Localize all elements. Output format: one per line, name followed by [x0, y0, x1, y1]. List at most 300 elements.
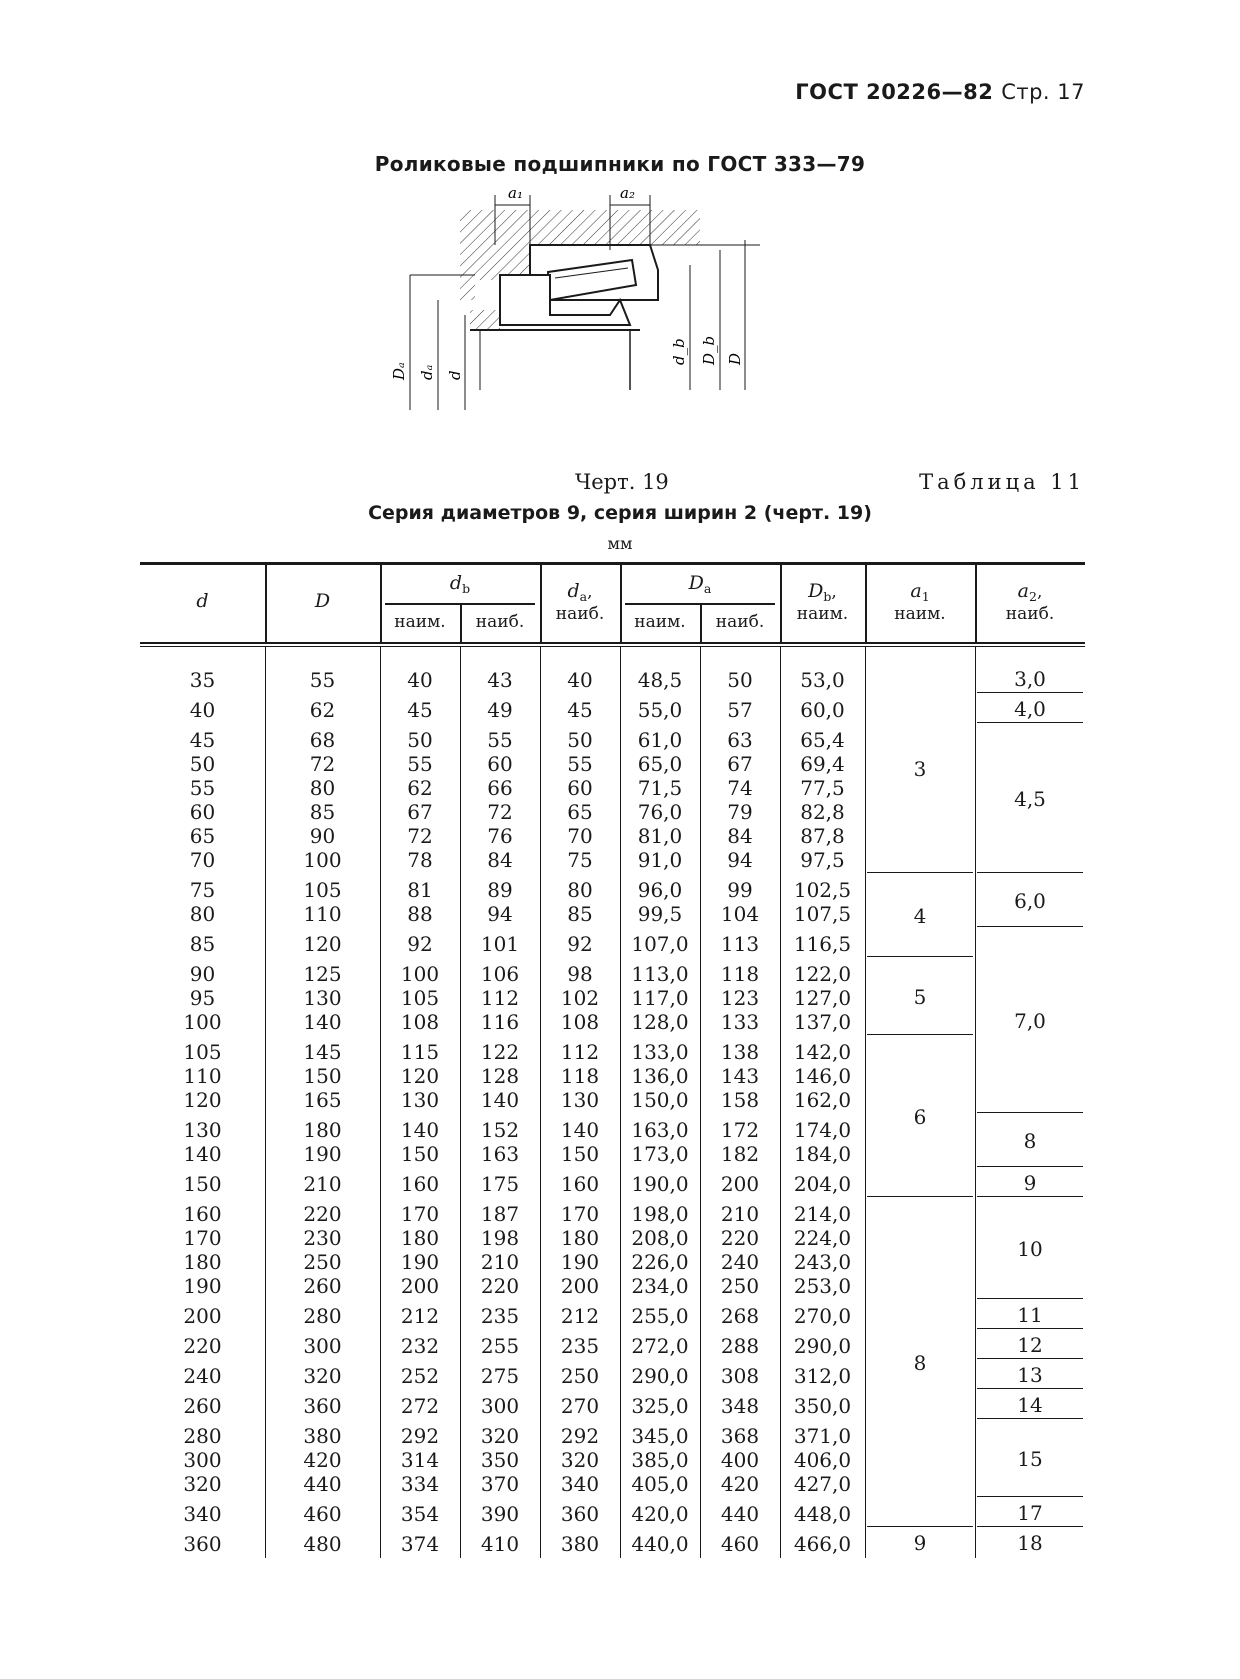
- cell-da: 85: [567, 902, 593, 926]
- cell-a2: 8: [1023, 1129, 1037, 1153]
- cell-db-max: 410: [480, 1532, 520, 1556]
- cell-Db: 162,0: [793, 1088, 852, 1112]
- cell-db-min: 67: [407, 800, 433, 824]
- cell-Da-min: 113,0: [631, 962, 689, 986]
- cell-Da-min: 71,5: [637, 776, 683, 800]
- cell-Db: 204,0: [793, 1172, 852, 1196]
- cell-da: 380: [560, 1532, 600, 1556]
- body-separator: [265, 647, 266, 1558]
- a2-group-rule: [977, 1388, 1083, 1389]
- cell-Db: 224,0: [793, 1226, 852, 1250]
- cell-db-max: 66: [487, 776, 513, 800]
- cell-db-min: 92: [407, 932, 433, 956]
- cell-db-max: 116: [480, 1010, 520, 1034]
- col-header-Da: $D_a$: [688, 572, 712, 596]
- cell-d: 55: [189, 776, 216, 800]
- cell-Da-max: 123: [720, 986, 760, 1010]
- cell-D: 72: [309, 752, 336, 776]
- cell-Da-min: 173,0: [631, 1142, 689, 1166]
- cell-Db: 60,0: [800, 698, 845, 722]
- figure-caption: Черт. 19: [575, 470, 669, 494]
- cell-db-min: 108: [400, 1010, 440, 1034]
- cell-D: 140: [303, 1010, 342, 1034]
- cell-D: 85: [309, 800, 336, 824]
- cell-db-min: 160: [400, 1172, 440, 1196]
- cell-db-max: 43: [487, 668, 513, 692]
- cell-d: 70: [189, 848, 216, 872]
- a2-group-rule: [977, 1328, 1083, 1329]
- cell-da: 92: [567, 932, 593, 956]
- cell-db-max: 275: [480, 1364, 520, 1388]
- cell-db-min: 272: [400, 1394, 440, 1418]
- cell-Da-max: 63: [727, 728, 753, 752]
- cell-db-max: 106: [480, 962, 520, 986]
- cell-db-max: 320: [480, 1424, 520, 1448]
- cell-db-min: 212: [400, 1304, 440, 1328]
- cell-db-min: 232: [400, 1334, 440, 1358]
- cell-Da-min: 55,0: [637, 698, 683, 722]
- cell-Db: 312,0: [793, 1364, 852, 1388]
- col-header-Da-min: наим.: [634, 612, 686, 632]
- cell-d: 90: [189, 962, 216, 986]
- cell-Da-min: 163,0: [631, 1118, 689, 1142]
- cell-db-max: 163: [480, 1142, 520, 1166]
- cell-Db: 184,0: [793, 1142, 852, 1166]
- header-bottom-rule-2: [140, 646, 1085, 647]
- a1-group-rule: [867, 1034, 973, 1035]
- a2-group-rule: [977, 1196, 1083, 1197]
- cell-Db: 122,0: [793, 962, 852, 986]
- cell-da: 75: [567, 848, 593, 872]
- cell-D: 100: [303, 848, 342, 872]
- cell-da: 55: [567, 752, 593, 776]
- cell-da: 45: [567, 698, 593, 722]
- cell-d: 45: [189, 728, 216, 752]
- cell-d: 180: [183, 1250, 222, 1274]
- cell-db-min: 62: [407, 776, 433, 800]
- cell-Db: 69,4: [800, 752, 845, 776]
- cell-d: 75: [189, 878, 216, 902]
- cell-Da-min: 61,0: [637, 728, 683, 752]
- cell-db-min: 314: [400, 1448, 440, 1472]
- col-header-d: d: [196, 590, 209, 612]
- cell-db-min: 170: [400, 1202, 440, 1226]
- a2-group-rule: [977, 1166, 1083, 1167]
- cell-D: 260: [303, 1274, 342, 1298]
- cell-a2: 3,0: [1014, 667, 1046, 691]
- cell-db-min: 190: [400, 1250, 440, 1274]
- label-db: d_b: [670, 338, 688, 365]
- cell-Db: 270,0: [793, 1304, 852, 1328]
- cell-Db: 87,8: [800, 824, 845, 848]
- cell-Da-min: 99,5: [637, 902, 683, 926]
- label-Da: Dₐ: [390, 362, 408, 380]
- cell-db-min: 88: [407, 902, 433, 926]
- cell-db-min: 334: [400, 1472, 440, 1496]
- a1-group-rule: [867, 872, 973, 873]
- cell-Da-max: 308: [720, 1364, 760, 1388]
- cell-Da-max: 94: [727, 848, 753, 872]
- body-separator: [865, 647, 866, 1558]
- cell-Db: 142,0: [793, 1040, 852, 1064]
- cell-Da-max: 79: [727, 800, 753, 824]
- cell-D: 90: [309, 824, 336, 848]
- cell-db-min: 81: [407, 878, 433, 902]
- cell-D: 440: [303, 1472, 342, 1496]
- cell-D: 480: [303, 1532, 342, 1556]
- cell-Da-min: 198,0: [631, 1202, 689, 1226]
- cell-db-min: 140: [400, 1118, 440, 1142]
- a1-group-rule: [867, 1196, 973, 1197]
- cell-db-max: 49: [487, 698, 513, 722]
- col-header-da: $d_a$, наиб.: [555, 580, 605, 624]
- cell-Da-max: 133: [720, 1010, 760, 1034]
- cell-db-max: 94: [487, 902, 513, 926]
- cell-Db: 371,0: [793, 1424, 852, 1448]
- cell-D: 80: [309, 776, 336, 800]
- cell-Da-max: 138: [720, 1040, 760, 1064]
- cell-Da-min: 133,0: [631, 1040, 689, 1064]
- cell-Da-max: 250: [720, 1274, 760, 1298]
- cell-db-max: 60: [487, 752, 513, 776]
- cell-D: 165: [303, 1088, 342, 1112]
- cell-db-min: 180: [400, 1226, 440, 1250]
- cell-d: 300: [183, 1448, 222, 1472]
- cell-D: 62: [309, 698, 336, 722]
- cell-Db: 448,0: [793, 1502, 852, 1526]
- cell-a1: 3: [913, 757, 927, 781]
- cell-D: 460: [303, 1502, 342, 1526]
- cell-D: 130: [303, 986, 342, 1010]
- cell-Db: 82,8: [800, 800, 845, 824]
- cell-Da-max: 268: [720, 1304, 760, 1328]
- cell-db-max: 198: [480, 1226, 520, 1250]
- col-header-a1: $a_1$ наим.: [894, 580, 946, 624]
- cell-db-max: 101: [480, 932, 520, 956]
- cell-d: 85: [189, 932, 216, 956]
- cell-d: 170: [183, 1226, 222, 1250]
- cell-Db: 97,5: [800, 848, 845, 872]
- cell-d: 340: [183, 1502, 222, 1526]
- cell-Db: 146,0: [793, 1064, 852, 1088]
- body-separator: [975, 647, 976, 1558]
- cell-db-max: 112: [480, 986, 520, 1010]
- cell-Da-min: 345,0: [631, 1424, 689, 1448]
- a2-group-rule: [977, 1298, 1083, 1299]
- cell-Da-min: 96,0: [637, 878, 683, 902]
- table-name: Таблица 11: [919, 470, 1085, 494]
- cell-da: 70: [567, 824, 593, 848]
- cell-d: 80: [189, 902, 216, 926]
- cell-Da-max: 84: [727, 824, 753, 848]
- cell-a2: 12: [1017, 1333, 1043, 1357]
- cell-D: 55: [309, 668, 336, 692]
- cell-D: 180: [303, 1118, 342, 1142]
- cell-a2: 17: [1017, 1501, 1043, 1525]
- shaft-section: [470, 310, 500, 330]
- cell-da: 130: [560, 1088, 600, 1112]
- cell-d: 260: [183, 1394, 222, 1418]
- cell-a1: 4: [913, 904, 927, 928]
- cell-db-max: 152: [480, 1118, 520, 1142]
- cell-db-min: 72: [407, 824, 433, 848]
- cell-da: 102: [560, 986, 600, 1010]
- label-d: d: [446, 370, 464, 380]
- cell-da: 60: [567, 776, 593, 800]
- cell-Da-max: 420: [720, 1472, 760, 1496]
- cell-db-min: 200: [400, 1274, 440, 1298]
- cell-da: 270: [560, 1394, 600, 1418]
- header-separator: [265, 562, 267, 642]
- cell-d: 280: [183, 1424, 222, 1448]
- cell-d: 150: [183, 1172, 222, 1196]
- cell-a2: 7,0: [1014, 1009, 1046, 1033]
- label-D: D: [726, 352, 744, 365]
- cell-da: 212: [560, 1304, 600, 1328]
- body-separator: [540, 647, 541, 1558]
- cell-db-max: 76: [487, 824, 513, 848]
- col-header-D: D: [314, 590, 331, 612]
- cell-d: 110: [183, 1064, 222, 1088]
- cell-d: 130: [183, 1118, 222, 1142]
- cell-db-min: 50: [407, 728, 433, 752]
- cell-d: 65: [189, 824, 216, 848]
- cell-a2: 10: [1017, 1237, 1043, 1261]
- cell-D: 250: [303, 1250, 342, 1274]
- cell-D: 420: [303, 1448, 342, 1472]
- header-separator: [380, 562, 382, 642]
- cell-Da-max: 118: [720, 962, 760, 986]
- cell-d: 220: [183, 1334, 222, 1358]
- cell-a2: 13: [1017, 1363, 1043, 1387]
- a2-group-rule: [977, 1358, 1083, 1359]
- cell-Db: 290,0: [793, 1334, 852, 1358]
- cell-D: 145: [303, 1040, 342, 1064]
- cell-Db: 174,0: [793, 1118, 852, 1142]
- a2-group-rule: [977, 692, 1083, 693]
- cell-D: 190: [303, 1142, 342, 1166]
- cell-d: 95: [189, 986, 216, 1010]
- cell-D: 110: [303, 902, 342, 926]
- cell-db-min: 78: [407, 848, 433, 872]
- cell-a2: 4,0: [1014, 697, 1046, 721]
- cell-Db: 107,5: [793, 902, 852, 926]
- cell-d: 35: [189, 668, 216, 692]
- cell-Da-min: 190,0: [631, 1172, 689, 1196]
- cell-db-min: 40: [407, 668, 433, 692]
- cell-db-min: 150: [400, 1142, 440, 1166]
- cell-Db: 137,0: [793, 1010, 852, 1034]
- cell-da: 140: [560, 1118, 600, 1142]
- cell-Da-max: 440: [720, 1502, 760, 1526]
- cell-d: 60: [189, 800, 216, 824]
- unit-label: мм: [607, 534, 633, 553]
- label-a2: a₂: [620, 184, 635, 202]
- a2-group-rule: [977, 872, 1083, 873]
- cell-d: 320: [183, 1472, 222, 1496]
- cell-da: 235: [560, 1334, 600, 1358]
- cell-Da-min: 65,0: [637, 752, 683, 776]
- cell-db-max: 220: [480, 1274, 520, 1298]
- cell-Db: 243,0: [793, 1250, 852, 1274]
- header-separator: [780, 562, 782, 642]
- cell-da: 320: [560, 1448, 600, 1472]
- cell-Da-max: 113: [720, 932, 760, 956]
- cell-Da-max: 50: [727, 668, 753, 692]
- cell-Da-min: 420,0: [631, 1502, 689, 1526]
- cell-a2: 14: [1017, 1393, 1043, 1417]
- header-bottom-rule: [140, 642, 1085, 644]
- cell-da: 340: [560, 1472, 600, 1496]
- col-header-a2: $a_2$, наиб.: [1005, 580, 1055, 624]
- cell-db-max: 89: [487, 878, 513, 902]
- cell-D: 230: [303, 1226, 342, 1250]
- cell-Da-max: 220: [720, 1226, 760, 1250]
- table-top-rule: [140, 562, 1085, 565]
- label-a1: a₁: [508, 184, 523, 202]
- cell-db-max: 72: [487, 800, 513, 824]
- cell-db-max: 175: [480, 1172, 520, 1196]
- cell-db-max: 55: [487, 728, 513, 752]
- cell-d: 40: [189, 698, 216, 722]
- cell-D: 320: [303, 1364, 342, 1388]
- body-separator: [460, 647, 461, 1558]
- cell-Da-min: 255,0: [631, 1304, 689, 1328]
- cell-db-max: 210: [480, 1250, 520, 1274]
- cell-Da-min: 208,0: [631, 1226, 689, 1250]
- cell-D: 105: [303, 878, 342, 902]
- cell-Da-max: 240: [720, 1250, 760, 1274]
- a1-group-rule: [867, 1526, 973, 1527]
- cell-da: 250: [560, 1364, 600, 1388]
- standard-number: ГОСТ 20226—82: [795, 80, 994, 104]
- cell-Db: 65,4: [800, 728, 845, 752]
- header-separator: [540, 562, 542, 642]
- cell-a1: 5: [913, 985, 927, 1009]
- cell-D: 210: [303, 1172, 342, 1196]
- body-separator: [780, 647, 781, 1558]
- cell-Da-min: 150,0: [631, 1088, 689, 1112]
- cell-db-max: 235: [480, 1304, 520, 1328]
- cell-Da-min: 440,0: [631, 1532, 689, 1556]
- cell-d: 100: [183, 1010, 222, 1034]
- cell-Db: 253,0: [793, 1274, 852, 1298]
- cell-db-min: 55: [407, 752, 433, 776]
- cell-db-max: 370: [480, 1472, 520, 1496]
- cell-d: 160: [183, 1202, 222, 1226]
- cell-D: 360: [303, 1394, 342, 1418]
- a2-group-rule: [977, 926, 1083, 927]
- cell-d: 190: [183, 1274, 222, 1298]
- cell-db-min: 115: [400, 1040, 440, 1064]
- cell-db-min: 45: [407, 698, 433, 722]
- cell-da: 360: [560, 1502, 600, 1526]
- cell-Da-min: 76,0: [637, 800, 683, 824]
- cell-a2: 6,0: [1014, 889, 1046, 913]
- cell-d: 140: [183, 1142, 222, 1166]
- cell-da: 190: [560, 1250, 600, 1274]
- cell-db-max: 128: [480, 1064, 520, 1088]
- cell-db-min: 120: [400, 1064, 440, 1088]
- cell-Db: 427,0: [793, 1472, 852, 1496]
- cell-db-min: 100: [400, 962, 440, 986]
- cell-D: 380: [303, 1424, 342, 1448]
- a2-group-rule: [977, 1418, 1083, 1419]
- cell-D: 220: [303, 1202, 342, 1226]
- col-header-Db: $D_b$, наим.: [796, 580, 849, 624]
- cell-Db: 102,5: [793, 878, 852, 902]
- cell-d: 240: [183, 1364, 222, 1388]
- a2-group-rule: [977, 722, 1083, 723]
- cell-Da-min: 226,0: [631, 1250, 689, 1274]
- cell-Da-max: 143: [720, 1064, 760, 1088]
- col-header-db: $d_b$: [449, 572, 471, 596]
- cell-da: 180: [560, 1226, 600, 1250]
- label-Db: D_b: [700, 335, 718, 365]
- cell-Da-min: 385,0: [631, 1448, 689, 1472]
- cell-Da-max: 182: [720, 1142, 760, 1166]
- cell-a1: 8: [913, 1351, 927, 1375]
- cell-Da-max: 172: [720, 1118, 760, 1142]
- cell-Da-min: 91,0: [637, 848, 683, 872]
- cell-db-max: 187: [480, 1202, 520, 1226]
- cell-Da-min: 234,0: [631, 1274, 689, 1298]
- cell-D: 150: [303, 1064, 342, 1088]
- cell-d: 200: [183, 1304, 222, 1328]
- cell-Da-min: 136,0: [631, 1064, 689, 1088]
- cell-d: 50: [189, 752, 216, 776]
- cell-a1: 9: [913, 1531, 927, 1555]
- col-header-db-min: наим.: [394, 612, 446, 632]
- label-da: dₐ: [418, 364, 436, 380]
- cell-a2: 11: [1017, 1303, 1043, 1327]
- cell-db-max: 300: [480, 1394, 520, 1418]
- cell-da: 170: [560, 1202, 600, 1226]
- page-header: [795, 80, 1085, 104]
- bearing-drawing: [390, 184, 790, 440]
- cell-D: 300: [303, 1334, 342, 1358]
- page-title: Роликовые подшипники по ГОСТ 333—79: [374, 152, 866, 176]
- header-subrule: [625, 603, 775, 605]
- cell-a1: 6: [913, 1105, 927, 1129]
- cell-Da-min: 290,0: [631, 1364, 689, 1388]
- cell-Da-max: 288: [720, 1334, 760, 1358]
- body-separator: [620, 647, 621, 1558]
- cell-Da-min: 117,0: [631, 986, 689, 1010]
- header-subrule: [385, 603, 535, 605]
- cell-Da-min: 325,0: [631, 1394, 689, 1418]
- cell-Da-max: 158: [720, 1088, 760, 1112]
- cell-db-min: 105: [400, 986, 440, 1010]
- a2-group-rule: [977, 1112, 1083, 1113]
- cell-Da-max: 67: [727, 752, 753, 776]
- header-separator: [620, 562, 622, 642]
- cell-Da-max: 400: [720, 1448, 760, 1472]
- cell-da: 50: [567, 728, 593, 752]
- cell-Db: 116,5: [793, 932, 852, 956]
- cell-da: 80: [567, 878, 593, 902]
- body-separator: [380, 647, 381, 1558]
- cell-db-max: 140: [480, 1088, 520, 1112]
- cell-db-min: 374: [400, 1532, 440, 1556]
- cell-Da-max: 99: [727, 878, 753, 902]
- cell-Da-min: 405,0: [631, 1472, 689, 1496]
- cell-da: 200: [560, 1274, 600, 1298]
- cell-db-max: 122: [480, 1040, 520, 1064]
- cell-D: 280: [303, 1304, 342, 1328]
- cell-db-min: 252: [400, 1364, 440, 1388]
- header-separator: [975, 562, 977, 642]
